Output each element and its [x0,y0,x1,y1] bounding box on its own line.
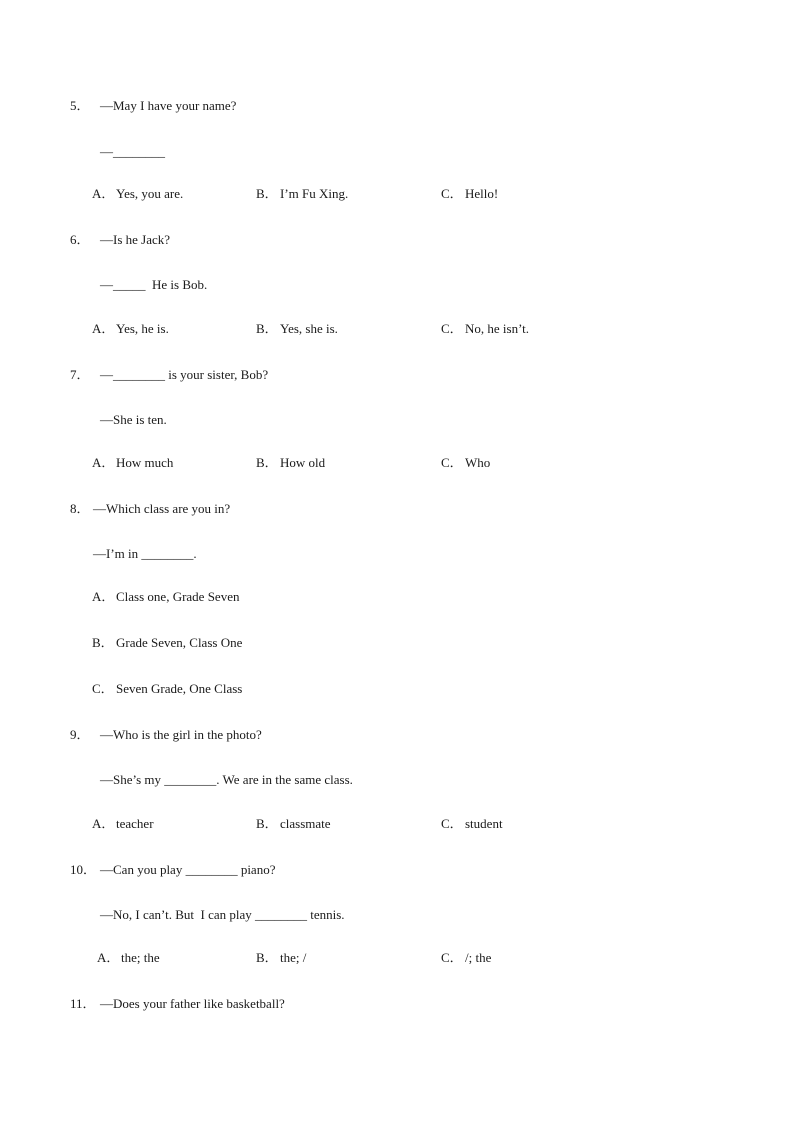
question-9-option-c-text: student [465,816,503,831]
question-10-option-b-text: the; / [280,950,307,965]
question-7-option-b-text: How old [280,455,326,470]
question-9-option-b-text: classmate [280,816,331,831]
question-6-prompt: —Is he Jack? [100,232,171,247]
question-11-number: 11． [70,996,96,1011]
question-8-option-c-letter: C． [92,681,114,696]
question-10-option-b-letter: B． [256,950,278,965]
question-7-option-c-letter: C． [441,455,463,470]
question-10-number: 10． [70,862,97,877]
question-10-option-a-letter: A． [97,950,120,965]
question-5-option-b-letter: B． [256,186,278,201]
question-6-option-a-letter: A． [92,321,115,336]
question-7-response: —She is ten. [100,412,167,427]
question-8-option-b-text: Grade Seven, Class One [116,635,243,650]
question-11-prompt: —Does your father like basketball? [100,996,285,1011]
question-8-response: —I’m in ________. [93,546,197,561]
question-8-number: 8． [70,501,90,516]
question-10-prompt: —Can you play ________ piano? [100,862,276,877]
question-5-option-a-letter: A． [92,186,115,201]
question-6-option-b-text: Yes, she is. [280,321,338,336]
question-5-option-c-letter: C． [441,186,463,201]
question-9-option-a-text: teacher [116,816,154,831]
question-7-option-b-letter: B． [256,455,278,470]
question-7-option-a-text: How much [116,455,174,470]
question-10-option-c-letter: C． [441,950,463,965]
question-5-number: 5． [70,98,90,113]
question-6-option-b-letter: B． [256,321,278,336]
question-10-option-a-text: the; the [121,950,160,965]
question-8-option-b-letter: B． [92,635,114,650]
question-9-response: —She’s my ________. We are in the same class. [100,772,353,787]
question-6-option-a-text: Yes, he is. [116,321,169,336]
question-5-option-b-text: I’m Fu Xing. [280,186,349,201]
question-10-option-c-text: /; the [465,950,492,965]
question-6-option-c-text: No, he isn’t. [465,321,530,336]
question-7-number: 7． [70,367,90,382]
question-9-option-b-letter: B． [256,816,278,831]
question-9-option-a-letter: A． [92,816,115,831]
question-5-response: —________ [100,144,165,159]
question-7-prompt: —________ is your sister, Bob? [100,367,269,382]
question-8-prompt: —Which class are you in? [93,501,231,516]
question-9-number: 9． [70,727,90,742]
question-8-option-c-text: Seven Grade, One Class [116,681,243,696]
question-5-prompt: —May I have your name? [100,98,237,113]
question-8-option-a-text: Class one, Grade Seven [116,589,240,604]
question-9-option-c-letter: C． [441,816,463,831]
question-6-number: 6． [70,232,90,247]
question-6-option-c-letter: C． [441,321,463,336]
question-9-prompt: —Who is the girl in the photo? [100,727,262,742]
question-6-response: —_____ He is Bob. [100,277,208,292]
question-8-option-a-letter: A． [92,589,115,604]
question-10-response: —No, I can’t. But I can play ________ tennis. [100,907,345,922]
question-7-option-a-letter: A． [92,455,115,470]
question-5-option-c-text: Hello! [465,186,499,201]
question-5-option-a-text: Yes, you are. [116,186,184,201]
question-7-option-c-text: Who [465,455,491,470]
